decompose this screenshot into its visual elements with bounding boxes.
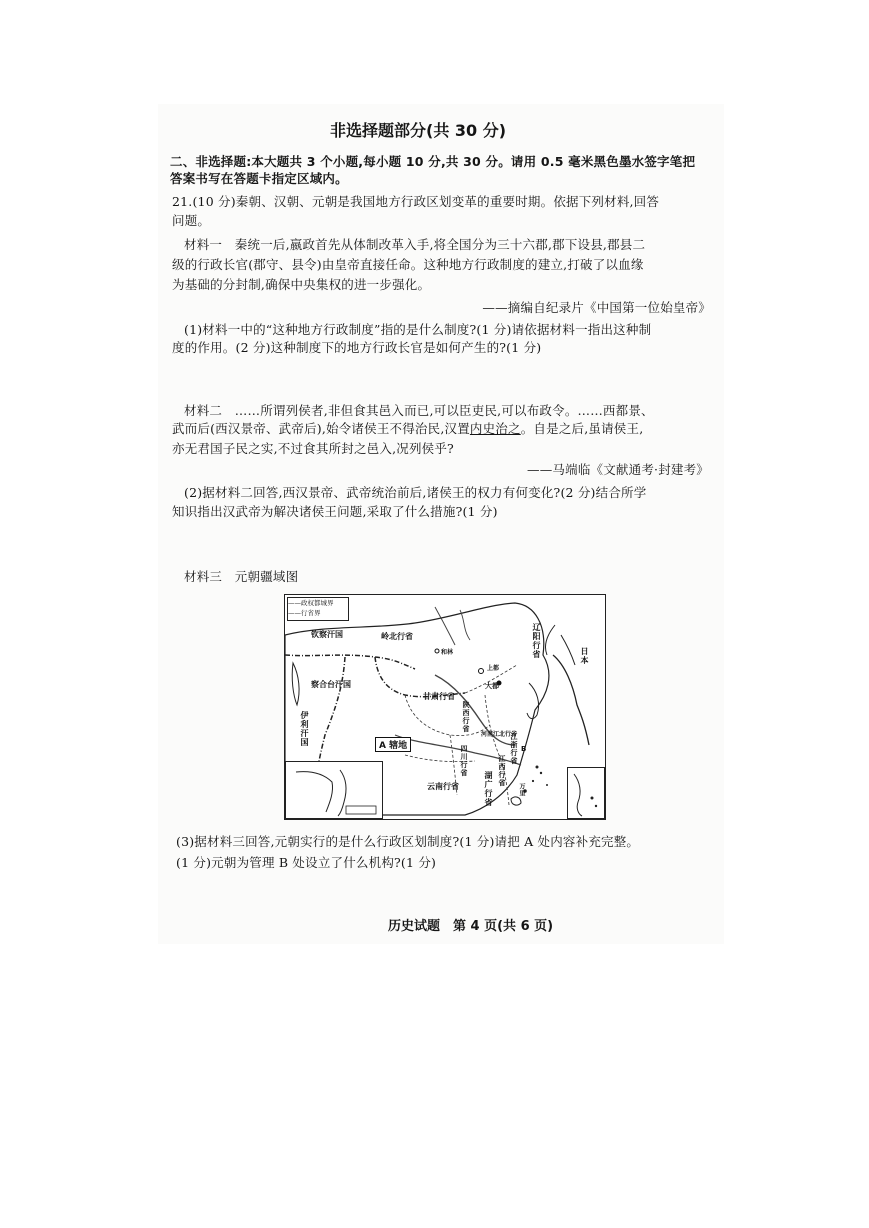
material2-line-2a: 武而后(西汉景帝、武帝后),始令诸侯王不得治民,汉置 (172, 421, 470, 436)
question-line-1: 21.(10 分)秦朝、汉朝、元朝是我国地方行政区划变革的重要时期。依据下列材料,回答 (172, 194, 660, 209)
instructions-line-2: 答案书写在答题卡指定区域内。 (170, 171, 348, 186)
map-inset-right (567, 767, 605, 819)
material2-line-2b: 。自是之后,虽请侯王, (520, 421, 644, 436)
material1-source: ——摘编自纪录片《中国第一位始皇帝》 (482, 300, 711, 315)
sub-question-3-line-2: (1 分)元朝为管理 B 处设立了什么机构?(1 分) (176, 855, 437, 870)
page-footer: 历史试题 第 4 页(共 6 页) (388, 919, 554, 934)
map-inset-left (285, 761, 383, 819)
sub-question-1-line-2: 度的作用。(2 分)这种制度下的地方行政长官是如何产生的?(1 分) (172, 340, 542, 355)
map-label-japan: 日本 (580, 647, 589, 665)
yuan-territory-map (284, 594, 606, 820)
sub-question-3-line-1: (3)据材料三回答,元朝实行的是什么行政区划制度?(1 分)请把 A 处内容补充完整。 (176, 834, 640, 849)
legend-item-capital-boundary: ——政权都城界 (288, 599, 334, 607)
map-legend (287, 597, 349, 621)
instructions-line-1: 二、非选择题:本大题共 3 个小题,每小题 10 分,共 30 分。请用 0.5 毫米黑色墨水签字笔把 (170, 154, 696, 169)
material2-line-3: 亦无君国子民之实,不过食其所封之邑入,况列侯乎? (172, 441, 454, 456)
material1-line-1: 材料一 秦统一后,嬴政首先从体制改革入手,将全国分为三十六郡,郡下设县,郡县二 (184, 237, 646, 252)
bleed-through-text (165, 102, 176, 118)
material1-line-2: 级的行政长官(郡守、县令)由皇帝直接任命。这种地方行政制度的建立,打破了以血缘 (172, 257, 644, 272)
material2-source: ——马端临《文献通考·封建考》 (527, 462, 709, 477)
sub-question-1-line-1: (1)材料一中的“这种地方行政制度”指的是什么制度?(1 分)请依据材料一指出这种制 (184, 322, 652, 337)
map-label-chagatai: 察合台汗国 (311, 680, 351, 689)
map-label-dadu: 大都 (485, 682, 499, 690)
map-label-shangdu: 上都 (487, 665, 500, 672)
page-title: 非选择题部分(共 30 分) (330, 121, 507, 140)
material1-line-3: 为基础的分封制,确保中央集权的进一步强化。 (172, 277, 431, 292)
map-label-jiangxi: 江西行省 (498, 755, 506, 787)
map-label-lingbei: 岭北行省 (381, 632, 413, 641)
map-label-yili: 伊利汗国 (300, 711, 309, 747)
map-label-yunnan: 云南行省 (427, 782, 459, 791)
material3-label: 材料三 元朝疆域图 (184, 569, 299, 584)
map-label-qincha: 钦察汗国 (311, 630, 343, 639)
map-label-henan: 河南江北行省 (481, 731, 518, 738)
map-label-liaoyang: 辽阳行省 (532, 623, 541, 659)
map-label-wanli: 万里 (518, 783, 525, 797)
question-line-2: 问题。 (172, 213, 211, 228)
material2-underlined: 内史治之 (469, 421, 521, 436)
map-label-sichuan: 四川行省 (460, 745, 468, 777)
map-label-huguang: 湖广行省 (484, 771, 493, 807)
material2-line-1: 材料二 ……所谓列侯者,非但食其邑入而已,可以臣吏民,可以布政令。……西都景、 (184, 403, 654, 418)
material2-line-2 (172, 420, 643, 437)
map-box-a: A 辖地 (375, 737, 411, 752)
sub-question-2-line-1: (2)据材料二回答,西汉景帝、武帝统治前后,诸侯王的权力有何变化?(2 分)结合所学 (184, 485, 647, 500)
map-label-b: B (521, 745, 527, 753)
map-label-helin: 和林 (441, 649, 454, 656)
legend-item-province-boundary: ——行省界 (288, 609, 321, 617)
map-label-gansu: 甘肃行省 (423, 692, 455, 701)
map-label-shaanxi: 陕西行省 (462, 701, 470, 733)
map-label-jiangzhe: 江浙行省 (510, 733, 518, 765)
sub-question-2-line-2: 知识指出汉武帝为解决诸侯王问题,采取了什么措施?(1 分) (172, 504, 498, 519)
